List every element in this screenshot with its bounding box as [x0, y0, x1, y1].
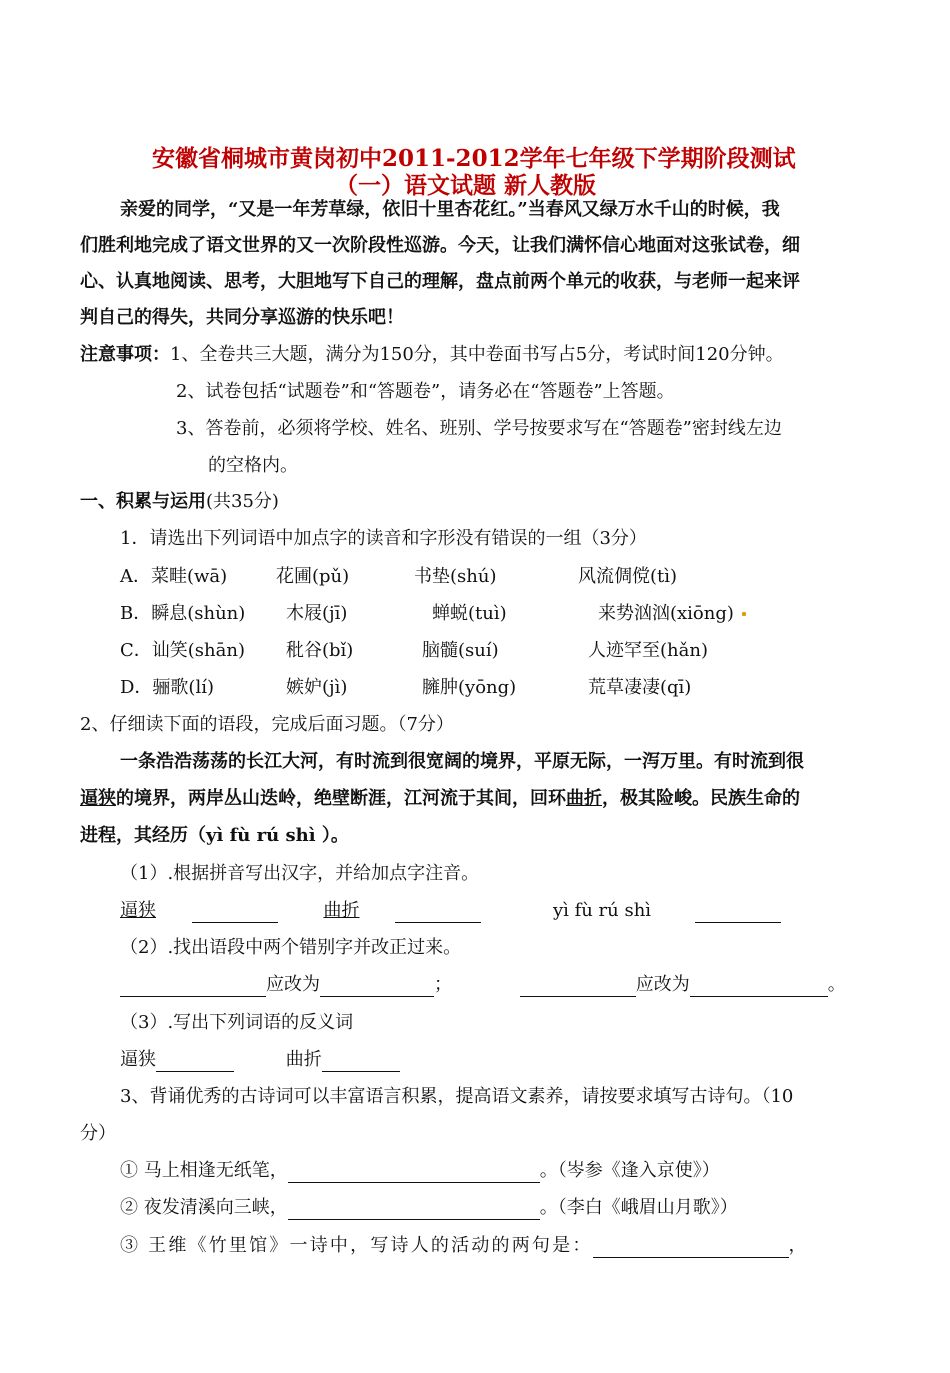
q2-sub-2: （2）.找出语段中两个错别字并改正过来。 [120, 937, 462, 958]
q3-poem-line-1: ① 马上相逢无纸笔， 。（岑参《逢入京使》） [120, 1160, 720, 1181]
section-1-score: (共35分) [206, 491, 279, 512]
notice-item-3a: 3、答卷前，必须将学校、姓名、班别、学号按要求写在“答题卷”密封线左边 [176, 418, 782, 439]
sub1-word-bixia: 逼狭 [120, 900, 156, 921]
antonym-blank-quzhe[interactable] [322, 1053, 400, 1072]
correct-char-blank-2[interactable] [690, 978, 828, 997]
notice-item-1: 1、全卷共三大题，满分为150分，其中卷面书写占5分，考试时间120分钟。 [170, 344, 784, 365]
q2-sub-1: （1）.根据拼音写出汉字，并给加点字注音。 [120, 863, 480, 884]
q1-option-a-2: 花圃(pǔ) [276, 566, 350, 587]
q1-option-b-2: 木屐(jī) [286, 603, 348, 624]
section-1-label: 一、积累与运用 [80, 491, 206, 512]
q1-option-b-4: 来势汹汹(xiōng) [598, 602, 746, 626]
poem-blank-3[interactable] [593, 1239, 789, 1258]
q3-poem-line-3: ③ 王维《竹里馆》一诗中，写诗人的活动的两句是： ， [120, 1235, 809, 1256]
answer-blank-quzhe[interactable] [395, 904, 481, 923]
q2-sub-2-answers: 应改为 ； 应改为 。 [120, 973, 846, 997]
sub1-word-quzhe: 曲折 [323, 900, 360, 921]
q1-option-c-3: 脑髓(suí) [422, 640, 499, 661]
intro-line-1: 亲爱的同学，“又是一年芳草绿，依旧十里杏花红。”当春风又绿万水千山的时候，我 [120, 199, 780, 220]
sub3-word-quzhe: 曲折 [285, 1049, 322, 1070]
answer-blank-pinyin[interactable] [695, 904, 781, 923]
correct-char-blank-1[interactable] [320, 978, 434, 997]
wrong-char-blank-1[interactable] [120, 978, 266, 997]
q1-option-d-1: D．骊歌(lí) [120, 677, 214, 698]
q1-option-d-2: 嫉妒(jì) [286, 677, 348, 698]
q3-poem-line-2: ② 夜发清溪向三峡， 。（李白《峨眉山月歌》） [120, 1197, 738, 1218]
q3-stem-line-2: 分） [80, 1123, 116, 1144]
q1-option-d-3: 臃肿(yōng) [422, 677, 517, 698]
q1-option-c-1: C．讪笑(shān) [120, 640, 245, 661]
notice-line-1 [80, 343, 784, 367]
passage-word-quzhe: 曲折 [566, 788, 602, 809]
q1-stem: 1．请选出下列词语中加点字的读音和字形没有错误的一组（3分） [120, 528, 647, 549]
poem-blank-1[interactable] [288, 1164, 540, 1183]
q1-option-c-2: 秕谷(bǐ) [286, 640, 354, 661]
q1-option-a-4: 风流倜傥(tì) [578, 566, 678, 587]
answer-blank-bixia[interactable] [192, 904, 278, 923]
q2-sub-3-answers [120, 1048, 400, 1072]
notice-item-2: 2、试卷包括“试题卷”和“答题卷”，请务必在“答题卷”上答题。 [176, 381, 675, 402]
passage-word-bixia: 逼狭 [80, 788, 116, 809]
q1-option-a-1: A．菜畦(wā) [120, 566, 228, 587]
title-line-2: （一）语文试题 新人教版 [335, 172, 597, 199]
intro-line-2: 们胜利地完成了语文世界的又一次阶段性巡游。今天，让我们满怀信心地面对这张试卷，细 [80, 235, 800, 256]
section-1-heading [80, 490, 279, 514]
notice-label: 注意事项： [80, 344, 170, 365]
q2-sub-1-answers [120, 899, 781, 923]
q3-stem-line-1: 3、背诵优秀的古诗词可以丰富语言积累，提高语文素养，请按要求填写古诗句。（10 [120, 1086, 794, 1107]
q2-passage-line-3: 进程，其经历（yì fù rú shì ）。 [80, 825, 349, 846]
q1-option-b-1: B．瞬息(shùn) [120, 603, 246, 624]
q2-sub-3: （3）.写出下列词语的反义词 [120, 1012, 354, 1033]
sub1-pinyin: yì fù rú shì [552, 900, 652, 921]
q2-stem: 2、仔细读下面的语段，完成后面习题。（7分） [80, 714, 454, 735]
wrong-char-blank-2[interactable] [520, 978, 636, 997]
sub3-word-bixia: 逼狭 [120, 1049, 156, 1070]
stray-dot-mark [742, 612, 746, 616]
title-line-1: 安徽省桐城市黄岗初中2011-2012学年七年级下学期阶段测试 [152, 145, 796, 172]
poem-blank-2[interactable] [288, 1201, 540, 1220]
q2-passage-line-2: 逼狭的境界，两岸丛山迭岭，绝壁断涯，江河流于其间，回环曲折，极其险峻。民族生命的 [80, 788, 800, 809]
q2-passage-line-1: 一条浩浩荡荡的长江大河，有时流到很宽阔的境界，平原无际，一泻万里。有时流到很 [120, 751, 804, 772]
antonym-blank-bixia[interactable] [156, 1053, 234, 1072]
intro-line-3: 心、认真地阅读、思考，大胆地写下自己的理解，盘点前两个单元的收获，与老师一起来评 [80, 271, 800, 292]
notice-item-3b: 的空格内。 [208, 455, 298, 476]
intro-line-4: 判自己的得失，共同分享巡游的快乐吧！ [80, 307, 404, 328]
q1-option-b-3: 蝉蜕(tuì) [432, 603, 507, 624]
q1-option-c-4: 人迹罕至(hǎn) [588, 640, 708, 661]
q1-option-a-3: 书垫(shú) [414, 566, 497, 587]
q1-option-d-4: 荒草凄凄(qī) [588, 677, 692, 698]
